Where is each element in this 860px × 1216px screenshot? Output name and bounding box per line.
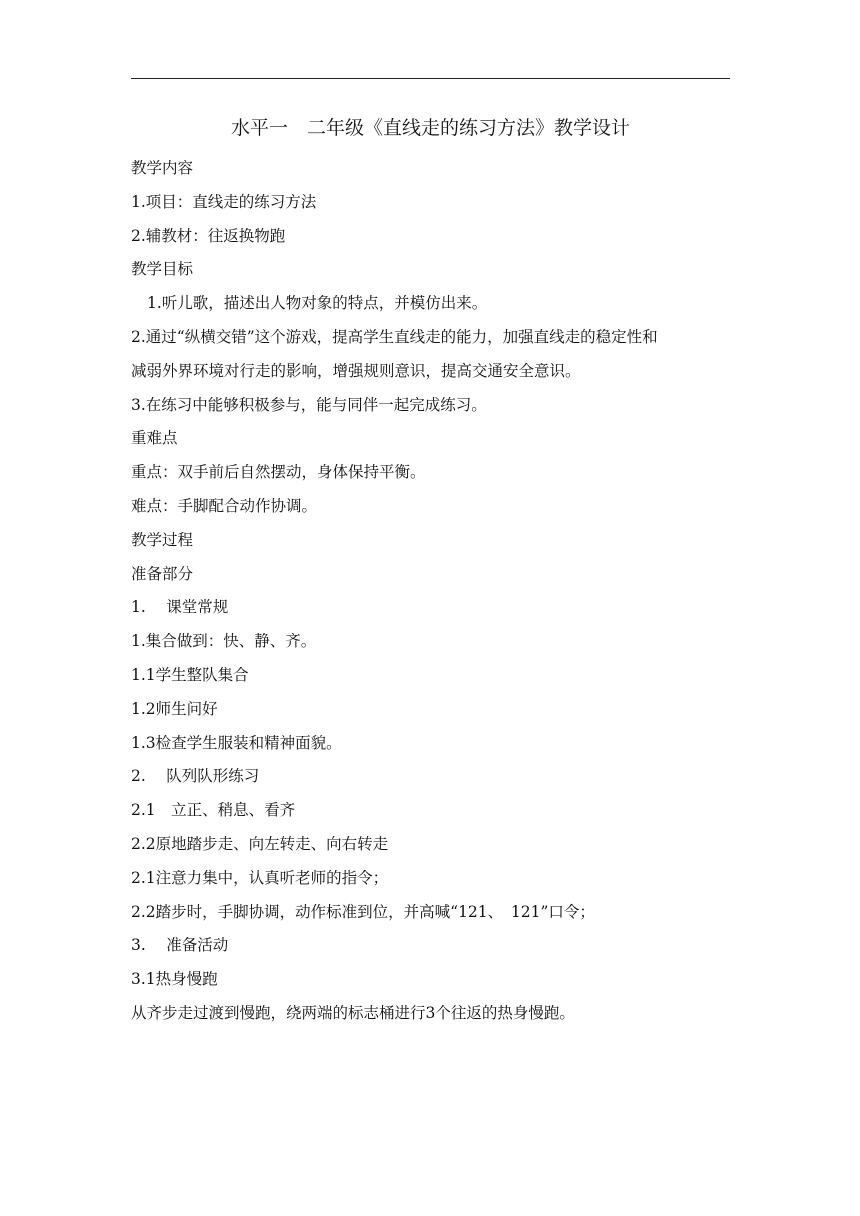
goal-item: 2.通过“纵横交错”这个游戏，提高学生直线走的能力，加强直线走的稳定性和 [131, 327, 658, 346]
process-step: 1. 课堂常规 [131, 598, 229, 617]
section-heading-key-points: 重难点 [131, 429, 178, 448]
process-item: 1.1学生整队集合 [131, 665, 249, 684]
header-rule [131, 78, 730, 79]
process-item: 1.2师生问好 [131, 699, 218, 718]
process-item: 1.3检查学生服装和精神面貌。 [131, 733, 342, 752]
goal-item: 3.在练习中能够积极参与，能与同伴一起完成练习。 [131, 395, 487, 414]
process-item: 2.1 立正、稍息、看齐 [131, 801, 296, 820]
document-title: 水平一 二年级《直线走的练习方法》教学设计 [230, 117, 630, 139]
goal-item: 1.听儿歌，描述出人物对象的特点，并模仿出来。 [147, 294, 488, 313]
process-step: 2. 队列队形练习 [131, 767, 260, 786]
process-item: 3.1热身慢跑 [131, 970, 218, 989]
difficult-point: 难点：手脚配合动作协调。 [131, 496, 318, 515]
process-item: 2.2踏步时，手脚协调，动作标准到位，并高喊“121、 121”口令； [131, 902, 595, 921]
section-heading-process: 教学过程 [131, 530, 194, 549]
process-step: 3. 准备活动 [131, 936, 229, 955]
section-heading-goals: 教学目标 [131, 260, 194, 279]
content-item: 2.辅教材：往返换物跑 [131, 226, 286, 245]
key-point: 重点：双手前后自然摆动，身体保持平衡。 [131, 463, 426, 482]
document-body [131, 152, 741, 1031]
content-item: 1.项目：直线走的练习方法 [131, 192, 317, 211]
goal-item-continued: 减弱外界环境对行走的影响，增强规则意识，提高交通安全意识。 [131, 361, 581, 380]
process-description: 从齐步走过渡到慢跑，绕两端的标志桶进行3个往返的热身慢跑。 [131, 1003, 575, 1022]
process-item: 2.2原地踏步走、向左转走、向右转走 [131, 834, 389, 853]
process-item: 1.集合做到：快、静、齐。 [131, 632, 317, 651]
process-item: 2.1注意力集中，认真听老师的指令； [131, 868, 389, 887]
subsection-heading-preparation: 准备部分 [131, 564, 194, 583]
section-heading-content: 教学内容 [131, 159, 194, 177]
